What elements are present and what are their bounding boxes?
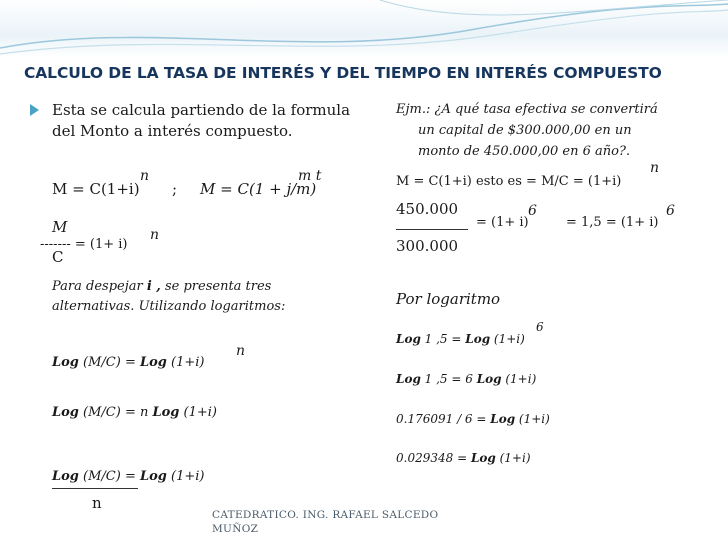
fraction-denominator: 300.000 (396, 237, 459, 255)
slide-title: CALCULO DE LA TASA DE INTERÉS Y DEL TIEMPO EN INTERÉS COMPUESTO (24, 64, 662, 82)
ratio-denominator: C (52, 248, 64, 266)
log-equation-1: Log (M/C) = Log (1+i) (52, 355, 205, 370)
paragraph-line-1: Para despejar i , se presenta tres (52, 279, 272, 294)
right-log-line-1: Log 1 ,5 = Log (1+i) (396, 332, 525, 346)
header-wave-decoration (0, 0, 728, 62)
monto-equation: M = C(1+i) esto es = M/C = (1+i) (396, 174, 622, 189)
right-log-line-4: 0.029348 = Log (1+i) (396, 451, 531, 465)
bullet-text-line-2: del Monto a interés compuesto. (52, 122, 293, 140)
paragraph-line-2: alternativas. Utilizando logaritmos: (52, 299, 286, 314)
formula-monto-exponent: n (140, 168, 150, 184)
example-line-2: un capital de $300.000,00 en un (418, 123, 632, 138)
ratio-exponent: n (150, 227, 160, 243)
formula-separator: ; (172, 180, 178, 198)
first-equality: = (1+ i) (476, 215, 529, 230)
fraction-bar (52, 488, 138, 489)
log-equation-2: Log (M/C) = n Log (1+i) (52, 405, 217, 420)
second-equality: = 1,5 = (1+ i) (566, 215, 659, 230)
bullet-text-line-1: Esta se calcula partiendo de la formula (52, 101, 351, 119)
fraction-numerator: 450.000 (396, 200, 459, 218)
example-line-1: Ejm.: ¿A qué tasa efectiva se convertirá (396, 102, 658, 117)
first-equality-exponent: 6 (528, 203, 537, 219)
right-log-line-3: 0.176091 / 6 = Log (1+i) (396, 412, 550, 426)
right-log-line-1-exponent: 6 (536, 320, 544, 334)
ratio-equation: ------- = (1+ i) (40, 237, 128, 252)
right-log-line-2: Log 1 ,5 = 6 Log (1+i) (396, 372, 537, 386)
footer-line-1: CATEDRATICO. ING. RAFAEL SALCEDO (212, 509, 439, 521)
formula-nominal-exponent: m t (298, 168, 322, 184)
log-equation-3: Log (M/C) = Log (1+i) (52, 469, 205, 484)
formula-monto: M = C(1+i) (52, 180, 140, 198)
ratio-numerator: M (52, 218, 68, 236)
formula-monto-nominal: M = C(1 + j/m) (200, 180, 317, 198)
example-line-3: monto de 450.000,00 en 6 año?. (418, 144, 631, 159)
example-exponent: n (650, 160, 660, 176)
log-equation-1-exponent: n (236, 343, 246, 359)
bullet-marker-icon (30, 104, 39, 116)
log-equation-3-divisor: n (92, 494, 102, 512)
footer-credit (212, 508, 438, 536)
right-fraction-bar (396, 229, 468, 230)
logarithm-heading: Por logaritmo (396, 290, 501, 308)
footer-line-2: MUÑOZ (212, 523, 259, 535)
second-equality-exponent: 6 (666, 203, 675, 219)
